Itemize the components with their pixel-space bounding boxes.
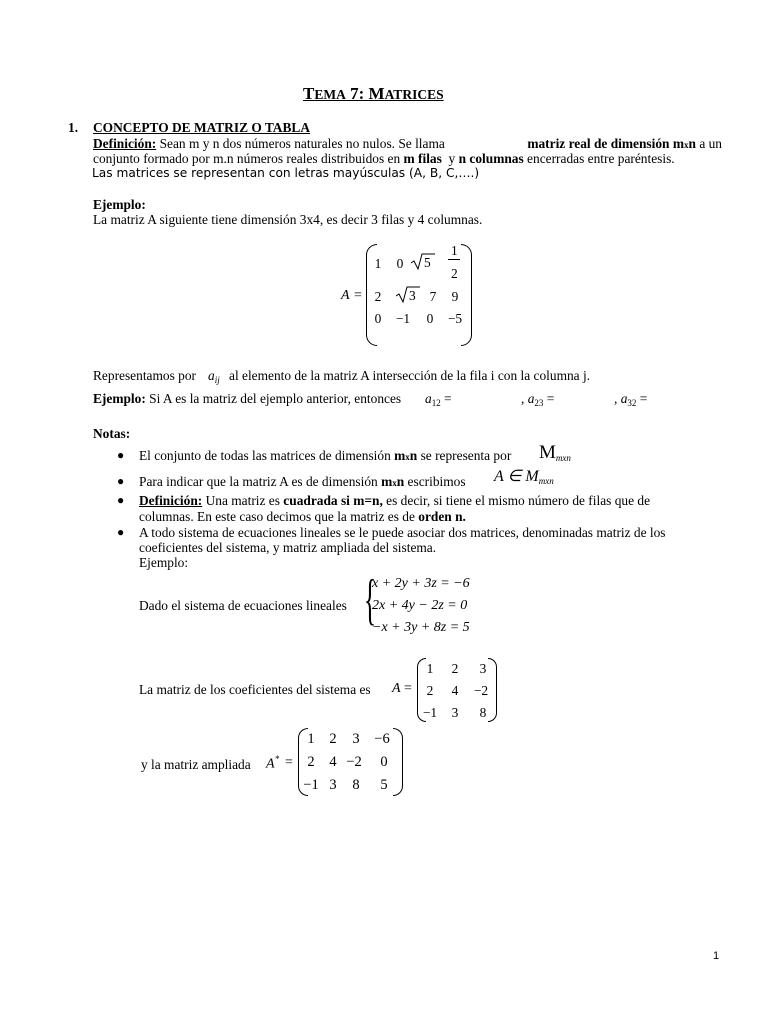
coef-cell: −2 bbox=[473, 683, 489, 698]
nota-1-m: m bbox=[394, 448, 406, 463]
matrix-a-name: A bbox=[341, 288, 350, 303]
ampliada-label: y la matriz ampliada bbox=[141, 757, 251, 772]
equation-2: 2x + 4y − 2z = 0 bbox=[372, 598, 468, 613]
ampliada-cell: 2 bbox=[307, 754, 315, 770]
definition-bold: matriz real de dimensión m bbox=[527, 136, 685, 151]
sistema-label: Dado el sistema de ecuaciones lineales bbox=[139, 598, 347, 613]
notas-label: Notas: bbox=[93, 426, 131, 441]
element-text-a: Representamos por bbox=[93, 368, 197, 383]
definition-filas: m filas bbox=[403, 151, 442, 166]
ejemplo-label: Ejemplo: bbox=[93, 197, 146, 212]
ampliada-matrix-name bbox=[266, 755, 279, 772]
ampliada-cell: −2 bbox=[346, 754, 362, 770]
ejemplo2-label: Ejemplo: bbox=[93, 391, 146, 406]
a12-sym: a bbox=[425, 391, 432, 406]
matrix-a-cell-sqrt5: 5 bbox=[424, 255, 431, 270]
coef-cell: 8 bbox=[479, 705, 487, 720]
matrix-a-cell: 9 bbox=[451, 289, 459, 304]
sqrt-symbol bbox=[411, 253, 435, 275]
definition-text-a: Sean m y n dos números naturales no nulos. Se llama bbox=[156, 136, 449, 151]
fraction-bar bbox=[448, 259, 460, 260]
definition-x: x bbox=[684, 140, 689, 150]
a23-sym: , a bbox=[521, 391, 535, 406]
ejemplo2-text: Si A es la matriz del ejemplo anterior, entonces bbox=[145, 391, 402, 406]
coef-cell: 2 bbox=[426, 683, 434, 698]
ampliada-cell: 1 bbox=[307, 731, 315, 747]
ampliada-cell: 2 bbox=[329, 731, 337, 747]
nota-3-line-2-bold: orden n. bbox=[418, 509, 466, 524]
nota-1-sub: mxn bbox=[555, 453, 571, 463]
bullet-icon: ● bbox=[117, 525, 125, 539]
definition-columnas: n columnas bbox=[458, 151, 524, 166]
fraction-denominator: 2 bbox=[451, 266, 458, 281]
fraction-numerator: 1 bbox=[451, 243, 458, 258]
title-t: T bbox=[303, 84, 315, 103]
nota-1-sym: M bbox=[539, 442, 556, 463]
a12-sub: 12 bbox=[431, 398, 441, 408]
ejemplo-text: La matriz A siguiente tiene dimensión 3x4, es decir 3 filas y 4 columnas. bbox=[93, 212, 483, 227]
coef-cell: 2 bbox=[451, 661, 459, 676]
page-title bbox=[303, 85, 444, 102]
nota-2-symbol bbox=[494, 469, 554, 486]
nota-3-end: es decir, si tiene el mismo número de filas que de bbox=[382, 493, 651, 508]
section-heading: CONCEPTO DE MATRIZ O TABLA bbox=[93, 120, 311, 135]
bullet-icon: ● bbox=[117, 493, 125, 507]
ampliada-cell: −6 bbox=[374, 731, 390, 747]
coef-cell: 3 bbox=[479, 661, 487, 676]
nota-3 bbox=[139, 494, 650, 507]
element-sub: ij bbox=[214, 375, 220, 385]
nota-1-x: x bbox=[405, 452, 410, 462]
nota-3-line-2 bbox=[139, 510, 466, 523]
definition-line-3: Las matrices se representan con letras mayúsculas (A, B, C,….) bbox=[92, 166, 480, 180]
element-symbol bbox=[208, 369, 220, 385]
ampliada-matrix-equals: = bbox=[285, 755, 293, 770]
element-sym: a bbox=[208, 368, 215, 383]
matrix-a-equals: = bbox=[354, 288, 362, 303]
matrix-a-cell: 0 bbox=[426, 311, 434, 326]
bullet-icon: ● bbox=[117, 448, 125, 462]
definition-line-2-end: encerradas entre paréntesis. bbox=[523, 151, 675, 166]
section-number: 1. bbox=[68, 120, 79, 135]
ampliada-cell: −1 bbox=[303, 777, 319, 793]
coef-cell: 3 bbox=[451, 705, 459, 720]
title-number: 7: bbox=[345, 84, 369, 103]
a32-sym: , a bbox=[614, 391, 628, 406]
sqrt-symbol bbox=[396, 286, 420, 308]
nota-4-line-3: Ejemplo: bbox=[139, 555, 189, 570]
ampliada-cell: 4 bbox=[329, 754, 337, 770]
nota-2-n: n bbox=[396, 474, 405, 489]
title-atrices: ATRICES bbox=[384, 87, 444, 102]
ampliada-cell: 8 bbox=[352, 777, 360, 793]
nota-2-sym: A ∈ M bbox=[494, 468, 539, 485]
ampliada-cell: 3 bbox=[329, 777, 337, 793]
nota-3-a: Una matriz es bbox=[202, 493, 284, 508]
nota-1 bbox=[139, 449, 511, 462]
ampliada-cell: 3 bbox=[352, 731, 360, 747]
nota-1-symbol bbox=[539, 443, 571, 463]
nota-2 bbox=[139, 475, 466, 488]
ampliada-star: * bbox=[274, 754, 280, 764]
matrix-a-cell: −1 bbox=[395, 311, 411, 326]
nota-3-bold: cuadrada si m=n, bbox=[283, 493, 383, 508]
definition-label: Definición: bbox=[93, 136, 157, 151]
equation-3: −x + 3y + 8z = 5 bbox=[372, 620, 470, 635]
system-brace: { bbox=[364, 569, 377, 631]
nota-3-line-2-a: columnas. En este caso decimos que la matriz es de bbox=[139, 509, 419, 524]
ejemplo2 bbox=[93, 392, 401, 405]
definition-line-2-a: conjunto formado por m.n números reales distribuidos en bbox=[93, 151, 404, 166]
definition-n: n bbox=[688, 136, 696, 151]
nota-4-line-2: coeficientes del sistema, y matriz ampliada del sistema. bbox=[139, 540, 437, 555]
ampliada-cell: 0 bbox=[380, 754, 388, 770]
bullet-icon: ● bbox=[117, 474, 125, 488]
definition-line-2 bbox=[93, 152, 675, 165]
definition-end: a un bbox=[695, 136, 722, 151]
matrix-a-cell: −5 bbox=[447, 311, 463, 326]
ampliada-cell: 5 bbox=[380, 777, 388, 793]
page-number: 1 bbox=[713, 950, 720, 962]
nota-2-m: m bbox=[381, 474, 393, 489]
a23-sub: 23 bbox=[534, 398, 544, 408]
nota-2-x: x bbox=[392, 478, 397, 488]
equation-1: x + 2y + 3z = −6 bbox=[372, 576, 470, 591]
nota-2-end: escribimos bbox=[404, 474, 466, 489]
element-a23 bbox=[521, 392, 554, 408]
nota-4-line-1: A todo sistema de ecuaciones lineales se le puede asociar dos matrices, denominadas matriz de los bbox=[139, 525, 666, 540]
nota-3-label: Definición: bbox=[139, 493, 203, 508]
nota-1-text: El conjunto de todas las matrices de dimensión bbox=[139, 448, 395, 463]
title-ema: EMA bbox=[314, 87, 346, 102]
coef-cell: 4 bbox=[451, 683, 459, 698]
element-a12 bbox=[425, 392, 452, 408]
coef-cell: 1 bbox=[426, 661, 434, 676]
ampliada-name: A bbox=[266, 756, 275, 772]
coef-matrix-name: A bbox=[392, 681, 401, 696]
matrix-a-cell: 0 bbox=[374, 311, 382, 326]
coef-matrix-equals: = bbox=[404, 681, 412, 696]
element-a32 bbox=[614, 392, 647, 408]
matrix-a-cell: 0 bbox=[396, 256, 404, 271]
title-m: M bbox=[368, 84, 385, 103]
definition-line-2-mid: y bbox=[441, 151, 459, 166]
nota-1-end: se representa por bbox=[417, 448, 512, 463]
definition-line-1 bbox=[93, 137, 722, 150]
a32-sub: 32 bbox=[627, 398, 637, 408]
a32-eq: = bbox=[636, 391, 648, 406]
a12-eq: = bbox=[440, 391, 452, 406]
matrix-a-cell: 7 bbox=[429, 289, 437, 304]
coef-cell: −1 bbox=[422, 705, 438, 720]
a23-eq: = bbox=[543, 391, 555, 406]
matrix-a-cell: 1 bbox=[374, 256, 382, 271]
matrix-a-cell: 2 bbox=[374, 289, 382, 304]
matrix-a-cell-sqrt3: 3 bbox=[409, 288, 416, 303]
nota-1-n: n bbox=[409, 448, 418, 463]
element-text-b: al elemento de la matriz A intersección de la fila i con la columna j. bbox=[229, 368, 591, 383]
nota-2-text: Para indicar que la matriz A es de dimensión bbox=[139, 474, 382, 489]
nota-2-sub: mxn bbox=[538, 476, 554, 486]
coef-label: La matriz de los coeficientes del sistema es bbox=[139, 682, 371, 697]
